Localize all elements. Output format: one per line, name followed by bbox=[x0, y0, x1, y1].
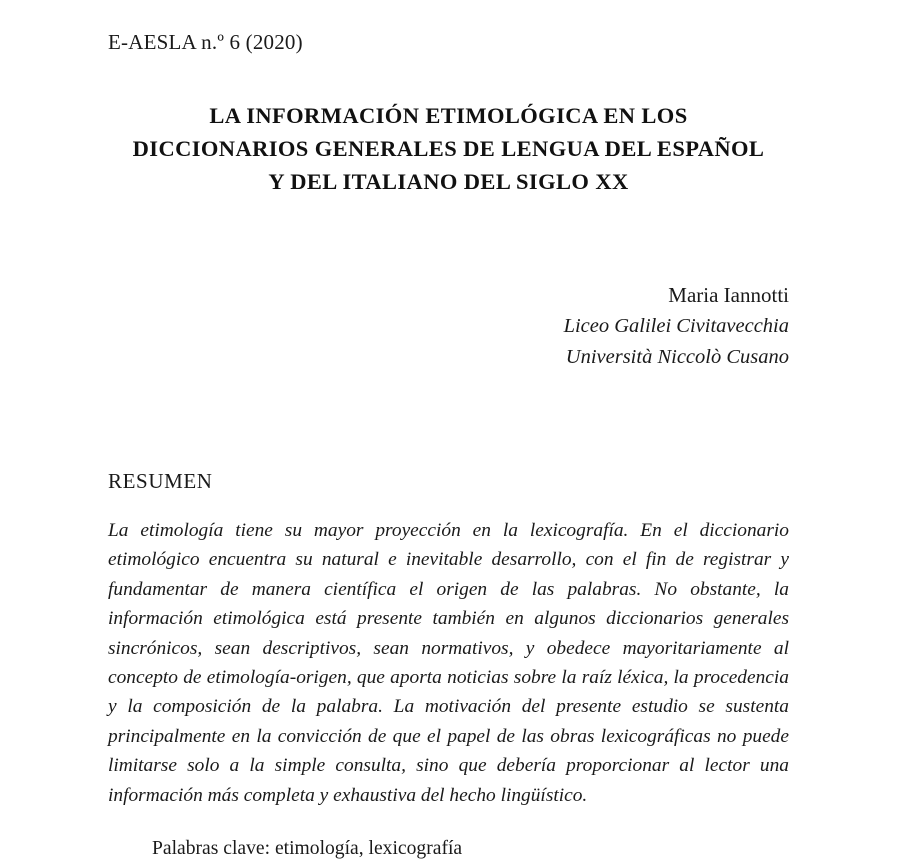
title-line-3: Y DEL ITALIANO DEL SIGLO XX bbox=[268, 169, 629, 194]
author-name: Maria Iannotti bbox=[668, 283, 789, 307]
title-line-2: DICCIONARIOS GENERALES DE LENGUA DEL ESPAÑOL bbox=[132, 136, 765, 161]
author-affiliation-1: Liceo Galilei Civitavecchia bbox=[563, 315, 789, 337]
title-line-1: LA INFORMACIÓN ETIMOLÓGICA EN LOS bbox=[209, 103, 688, 128]
author-affiliation-2: Università Niccolò Cusano bbox=[565, 346, 789, 368]
abstract-heading: RESUMEN bbox=[108, 469, 213, 493]
author-block bbox=[108, 280, 789, 373]
page-title bbox=[108, 99, 789, 198]
keywords-line: Palabras clave: etimología, lexicografía bbox=[152, 838, 463, 860]
abstract-text: La etimología tiene su mayor proyección en la lexicografía. En el diccionario etimológico encuentra su natural e inevitable desarrollo, con el fin de registrar y fundamentar de manera científica el origen de las palabras. No obstante, la información etimológica está presente también en algunos diccionarios generales sincrónicos, sean descriptivos, sean normativos, y obedece mayoritariamente al concepto de etimología-origen, que aporta noticias sobre la raíz léxica, la procedencia y la composición de la palabra. La motivación del presente estudio se sustenta principalmente en la convicción de que el papel de las obras lexicográficas no puede limitarse solo a la simple consulta, sino que debería proporcionar al lector una información más completa y exhaustiva del hecho lingüístico. bbox=[108, 520, 789, 806]
running-head: E-AESLA n.º 6 (2020) bbox=[108, 30, 303, 54]
